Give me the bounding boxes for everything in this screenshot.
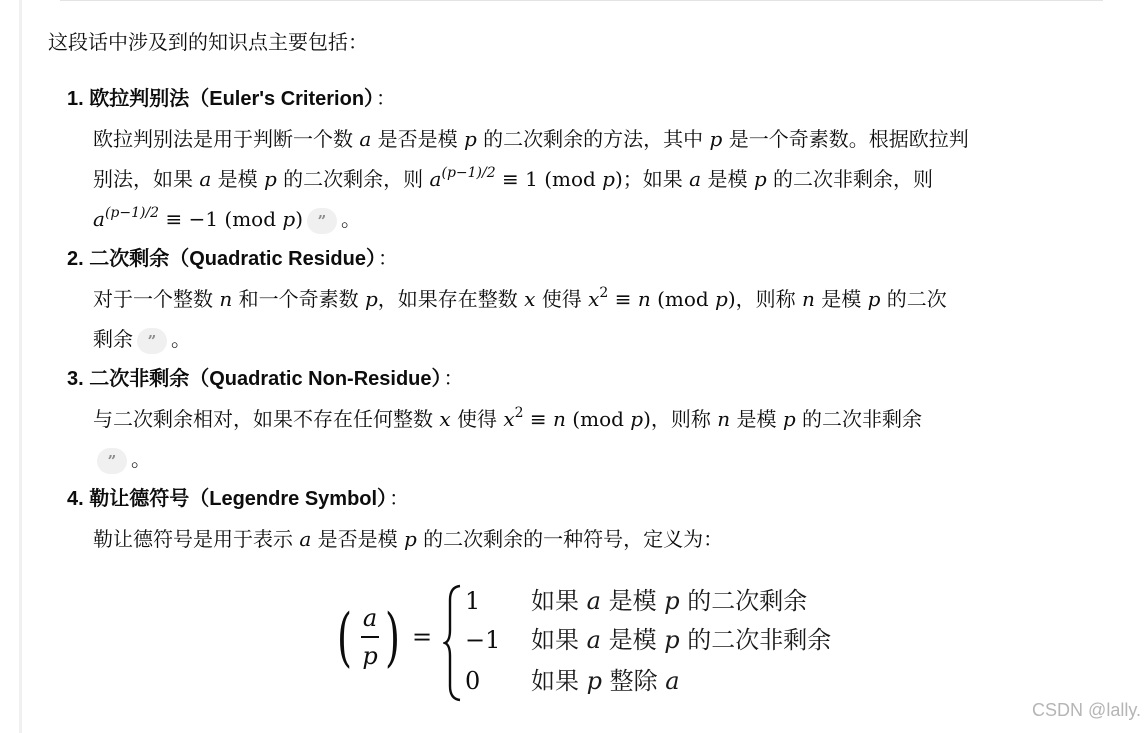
math-exponent: 2 [514, 405, 524, 421]
citation-button[interactable]: ” [307, 208, 337, 234]
list-item-heading [67, 364, 464, 394]
math-var: a [665, 667, 680, 695]
item-title: 欧拉判别法（Euler's Criterion） [89, 88, 375, 110]
math-exponent: (p−1)/2 [104, 205, 160, 221]
math-var: p [602, 167, 615, 191]
math-exponent: (p−1)/2 [441, 165, 496, 181]
body-text: ，如果存在整数 [377, 287, 525, 311]
body-text: 别法，如果 [93, 167, 200, 191]
math-var: a [586, 587, 601, 615]
math-text: ≡ −1 (mod [159, 207, 283, 231]
colon: ： [376, 88, 397, 110]
body-text: 是模 [701, 167, 754, 191]
item-body [93, 519, 1128, 559]
math-var: n [717, 407, 731, 431]
math-var: p [630, 407, 644, 431]
list-item-heading [67, 84, 396, 114]
body-text: 。 [131, 447, 151, 471]
body-text: ，则称 [650, 407, 718, 431]
list-number: 2. [67, 248, 84, 270]
math-var: x [524, 287, 536, 311]
body-text: 使得 [535, 287, 589, 311]
math-var: p [364, 287, 378, 311]
body-text: 。 [341, 207, 361, 231]
math-text: ≡ 1 (mod [495, 167, 603, 191]
body-text: 使得 [450, 407, 504, 431]
fraction-bar [361, 636, 379, 638]
legendre-symbol-formula [337, 578, 897, 703]
body-text: 剩余 [93, 327, 133, 351]
math-var: p [867, 287, 881, 311]
math-var: a [586, 626, 601, 654]
body-text: 是否是模 [311, 527, 405, 551]
body-text: 。 [171, 327, 191, 351]
body-text: 的二次剩余，则 [276, 167, 430, 191]
math-var: p [586, 667, 603, 695]
case-text: 是模 [600, 626, 665, 654]
list-item-heading [67, 484, 409, 514]
top-divider [60, 0, 1103, 1]
math-var: x [503, 407, 515, 431]
body-text: 对于一个整数 [93, 287, 220, 311]
item-title: 勒让德符号（Legendre Symbol） [89, 488, 388, 510]
math-exponent: 2 [599, 285, 609, 301]
fraction-numerator: a [362, 604, 378, 632]
math-var: a [199, 167, 212, 191]
math-var: p [782, 407, 796, 431]
item-body [93, 279, 1128, 359]
math-var: a [359, 127, 372, 151]
item-title: 二次非剩余（Quadratic Non-Residue） [89, 368, 442, 390]
math-var: n [553, 407, 566, 431]
list-number: 1. [67, 88, 84, 110]
math-text: ) [727, 287, 736, 311]
body-text: 是一个奇素数。根据欧拉判 [722, 127, 969, 151]
fraction-denominator: p [362, 642, 378, 670]
math-var: a [689, 167, 702, 191]
case-row [465, 622, 831, 658]
math-var: p [709, 127, 723, 151]
item-body [93, 399, 1128, 479]
case-row [465, 663, 680, 699]
math-var: p [664, 587, 680, 615]
left-border [19, 0, 22, 733]
math-var: p [753, 167, 767, 191]
citation-button[interactable]: ” [137, 328, 167, 354]
item-body [93, 119, 1128, 239]
body-text: ，则称 [735, 287, 803, 311]
body-text: 勒让德符号是用于表示 [93, 527, 300, 551]
list-number: 3. [67, 368, 84, 390]
case-row [465, 583, 807, 619]
case-value: 0 [465, 667, 481, 695]
case-text: 如果 [531, 626, 587, 654]
body-text: 是模 [814, 287, 868, 311]
math-var: n [802, 287, 815, 311]
body-text: 的二次剩余的一种符号，定义为： [416, 527, 724, 551]
math-var: p [464, 127, 477, 151]
body-text: ；如果 [622, 167, 690, 191]
math-var: x [588, 287, 600, 311]
math-text: ) [295, 207, 303, 231]
case-text: 是模 [600, 587, 665, 615]
body-text: 的二次 [880, 287, 947, 311]
math-var: n [637, 287, 651, 311]
case-text: 整除 [602, 667, 666, 695]
math-var: p [282, 207, 296, 231]
math-text: ) [643, 407, 651, 431]
intro-text: 这段话中涉及到的知识点主要包括： [48, 30, 368, 54]
colon: ： [443, 368, 464, 390]
case-value: 1 [465, 587, 481, 615]
math-text: ) [614, 167, 623, 191]
body-text: 的二次非剩余，则 [766, 167, 933, 191]
case-text: 的二次剩余 [679, 587, 808, 615]
body-text: 的二次剩余的方法，其中 [476, 127, 710, 151]
paren-open: ( [337, 601, 352, 675]
paren-close: ) [385, 601, 400, 675]
list-number: 4. [67, 488, 84, 510]
math-var: p [664, 626, 680, 654]
list-item-heading [67, 244, 398, 274]
math-var: p [715, 287, 728, 311]
math-text: (mod [650, 287, 716, 311]
case-text: 如果 [531, 587, 587, 615]
case-value: −1 [465, 626, 501, 654]
math-text: ≡ [523, 407, 554, 431]
math-var: n [219, 287, 233, 311]
body-text: 是模 [211, 167, 265, 191]
math-var: p [264, 167, 277, 191]
body-text: 欧拉判别法是用于判断一个数 [93, 127, 360, 151]
body-text: 的二次非剩余 [795, 407, 923, 431]
case-text: 的二次非剩余 [679, 626, 832, 654]
equals-sign: = [412, 623, 433, 651]
body-text: 是否是模 [371, 127, 465, 151]
math-var: a [429, 167, 442, 191]
watermark: CSDN @lally. [1032, 700, 1141, 720]
body-text: 与二次剩余相对，如果不存在任何整数 [93, 407, 440, 431]
item-title: 二次剩余（Quadratic Residue） [89, 248, 376, 270]
math-var: x [439, 407, 451, 431]
math-text: ≡ [608, 287, 638, 311]
body-text: 是模 [730, 407, 783, 431]
colon: ： [389, 488, 410, 510]
math-var: p [404, 527, 417, 551]
math-var: a [93, 207, 105, 231]
left-brace-icon [443, 584, 463, 702]
colon: ： [377, 248, 398, 270]
math-text: (mod [565, 407, 631, 431]
body-text: 和一个奇素数 [232, 287, 365, 311]
case-text: 如果 [531, 667, 587, 695]
math-var: a [299, 527, 312, 551]
citation-button[interactable]: ” [97, 448, 127, 474]
